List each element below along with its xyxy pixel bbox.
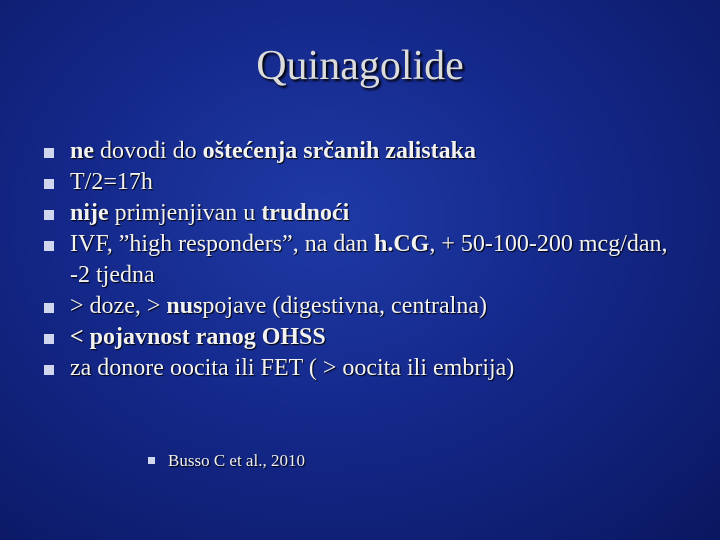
bullet-text-bold: ne bbox=[70, 138, 94, 164]
bullet-text-bold: nije bbox=[70, 200, 109, 226]
bullet-text: T/2=17h bbox=[70, 169, 153, 195]
square-bullet-icon bbox=[44, 334, 54, 344]
bullet-text-bold: trudnoći bbox=[261, 200, 350, 226]
bullet-text: IVF, ”high responders”, na dan bbox=[70, 231, 374, 257]
bullet-text: > doze, > bbox=[70, 293, 167, 319]
reference-line bbox=[148, 451, 305, 471]
bullet-text-bold: nus bbox=[166, 293, 203, 319]
bullet-text-bold: h.CG bbox=[374, 231, 430, 257]
square-bullet-icon bbox=[44, 303, 54, 313]
bullet-item bbox=[42, 229, 692, 291]
square-bullet-icon bbox=[44, 148, 54, 158]
square-bullet-icon bbox=[44, 241, 54, 251]
reference-text: Busso C et al., 2010 bbox=[168, 451, 305, 470]
bullet-item bbox=[42, 167, 692, 198]
bullet-text-bold: < pojavnost ranog OHSS bbox=[70, 324, 326, 350]
bullet-item bbox=[42, 291, 692, 322]
bullet-item bbox=[42, 136, 692, 167]
bullet-text-bold: oštećenja srčanih zalistaka bbox=[202, 138, 476, 164]
square-bullet-icon bbox=[44, 365, 54, 375]
bullet-text: dovodi do bbox=[94, 138, 203, 164]
bullet-item bbox=[42, 198, 692, 229]
bullet-text: za donore oocita ili FET ( > oocita ili embrija) bbox=[70, 355, 515, 381]
square-bullet-icon bbox=[148, 457, 155, 464]
bullet-list bbox=[42, 136, 692, 384]
bullet-text: primjenjivan u bbox=[108, 200, 262, 226]
bullet-item bbox=[42, 353, 692, 384]
bullet-text: , + 50-100-200 mcg/dan, -2 tjedna bbox=[70, 231, 668, 288]
bullet-text: pojave (digestivna, centralna) bbox=[202, 293, 487, 319]
slide-title: Quinagolide bbox=[256, 43, 464, 89]
bullet-item bbox=[42, 322, 692, 353]
square-bullet-icon bbox=[44, 210, 54, 220]
square-bullet-icon bbox=[44, 179, 54, 189]
